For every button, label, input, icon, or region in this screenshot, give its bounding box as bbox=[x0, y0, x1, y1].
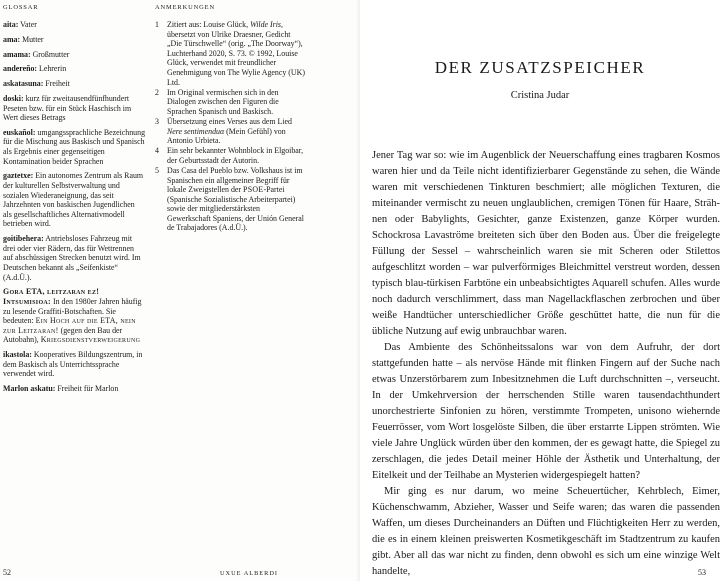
glossary-heading: GLOSSAR bbox=[3, 4, 39, 11]
body-paragraph: Mir ging es nur darum, wo meine Scheuertücher, Kehrblech, Eimer, Küchenschwamm, Abzieher, Wasser und Seife waren; das waren die passenden Waffen, um dieses Durcheinanders an Düften und Flüchtigkeiten Herr zu werden, die es in einem kleinen preiswerten Kosmetikgeschäft im Stadtzentrum zu kaufen gibt. Aber all das war nicht zu finden, denn obwohl es sich um eine winzige Welt handelte, bbox=[372, 486, 720, 577]
glossary-entry: gaztetxe: Ein autonomes Zentrum als Raum der kulturellen Selbstverwaltung und sozialen Wiederaneignung, das seit Jahrzehnten von baskischen Jugendlichen als gesellschaftliches Alternativmodell betrieben wird. bbox=[3, 171, 144, 229]
glossary-entry: amama: Großmutter bbox=[3, 49, 70, 59]
note-item: 2 Im Original vermischen sich in den Dialogen zwischen den Figuren die Sprachen Spanisch und Baskisch. bbox=[155, 87, 279, 116]
page-number-right: 53 bbox=[698, 568, 706, 577]
glossary-entry: andereño: Lehrerin bbox=[3, 64, 67, 74]
chapter-title: DER ZUSATZSPEICHER bbox=[434, 58, 646, 77]
running-head: UXUE ALBERDI bbox=[220, 570, 278, 577]
body-paragraph: Jener Tag war so: wie im Augenblick der Neuerschaffung eines tragbaren Kosmos waren hier und da Teile nicht identifizierbarer Gegenstände zu sehen, die Wände waren mit verschiedenen Tinkturen beschmiert; alle möglichen Texturen, die miteinander vermischt zu neuen unglaublichen, cremigen Tönen für Haare, Strähnen oder Babylights, Gesichter, ganze Existenzen, ganze Körper wurden. Schockrosa Lavaströme breiteten sich über den Boden aus. Über die freigelegte Füllung der Sessel – wahrscheinlich waren sie mit Scheren oder Stilettos aufgeschlitzt worden – war pulverförmiges Bleichmittel verstreut worden, dessen typisch blau-türkisen Farbtöne ein unbeabsichtigtes Aquarell schufen. Alles wurde noch dadurch verschlimmert, dass man Nagellackflaschen zerbrochen und über weiße Handtücher unterschiedlicher Größe geschüttet hatte, die nun für die übliche Nutzung auf ewig unbrauchbar waren. bbox=[372, 150, 720, 337]
glossary-entry: askatasuna: Freiheit bbox=[3, 79, 70, 89]
body-text bbox=[372, 148, 720, 580]
note-item: 1 Zitiert aus: Louise Glück, Wilde Iris, übersetzt von Ulrike Draesner, Gedicht „Die Türschwelle“ (orig. „The Doorway“), Luchterhand 2020, S. 73. © 1992, Louise Glück, verwendet mit freundlicher Genehmigung von The Wylie Agency (UK) Ltd. bbox=[155, 20, 305, 87]
note-item: 4 Ein sehr bekannter Wohnblock in Elgoibar, der Geburtsstadt der Autorin. bbox=[155, 146, 304, 165]
note-item: 5 Das Casa del Pueblo bzw. Volkshaus ist im Spanischen ein allgemeiner Begriff für lokale Zweigstellen der PSOE-Partei (Spanische Sozialistische Arbeiterpartei) sowie der mitgliederstärksten Gewerkschaft Spaniens, der Unión General de Trabajadores (A.d.Ü.). bbox=[155, 165, 304, 233]
glossary-entry: euskañol: umgangssprachliche Bezeichnung für die Mischung aus Baskisch und Spanisch als Ergebnis einer gegenseitigen Kontamination beider Sprachen bbox=[3, 127, 146, 166]
right-page bbox=[360, 0, 720, 581]
notes-column bbox=[155, 20, 305, 234]
body-paragraph: Das Ambiente des Schönheitssalons war von dem Aufruhr, der dort stattgefunden hatte – als nervöse Hände mit flinken Fingern auf der Suche nach etwas Unzerstörbarem zum Inbesitznehmen die Luft durchschnitten –, verseucht. In der Umkehrversion der herrschenden Stille waren tausendachthundert unorchestrierte Sinfonien zu hören, verstimmte Trompeten, unisono wiehernde Feuerrösser, vom Wort losgelöste Silben, die über erstarrte Lippen strömten. Wie viele Jahre Unglück würden über den kommen, der es gewagt hatte, die Spiegel zu zerschlagen, die jedes Detail meiner Höhle der Ästhetik und Unterhaltung, der Eitelkeit und der Teilhabe an Mysterien widergespiegelt hatten? bbox=[372, 342, 720, 481]
notes-heading: ANMERKUNGEN bbox=[155, 4, 215, 11]
page-number-left: 52 bbox=[3, 568, 11, 577]
glossary-entry: goitibehera: Antriebsloses Fahrzeug mit drei oder vier Rädern, das für Wettrennen auf abschüssigen Strecken benutzt wird. Im Deutschen bekannt als „Seifenkiste“ (A.d.Ü.). bbox=[3, 234, 141, 282]
glossary-entry: ama: Mutter bbox=[3, 34, 44, 44]
glossary-column bbox=[3, 20, 145, 399]
glossary-entry: Marlon askatu: Freiheit für Marlon bbox=[3, 384, 119, 394]
chapter-author: Cristina Judar bbox=[510, 90, 570, 101]
glossary-entry: aita: Vater bbox=[3, 20, 37, 29]
glossary-entry-gora-eta: Gora ETA, leitzaran ez! Intsumisioa: In den 1980er Jahren häufig zu lesende Graffiti-Botschaften. Sie bedeuten: Ein Hoch auf die ETA, nein zur Leitzaran! (gegen den Bau der Autobahn), Kriegsdienstverweigerung bbox=[3, 287, 142, 345]
note-item: 3 Übersetzung eines Verses aus dem Lied Nere sentimenduα (Mein Gefühl) von Antonio Urbieta. bbox=[155, 116, 292, 146]
glossary-entry: ikastola: Kooperatives Bildungszentrum, in dem Baskisch als Unterrichtssprache verwendet wird. bbox=[3, 350, 143, 379]
glossary-entry: doski: kurz für zweitausendfünfhundert Peseten bzw. für ein Stück Haschisch im Wert dieses Betrags bbox=[3, 93, 132, 123]
